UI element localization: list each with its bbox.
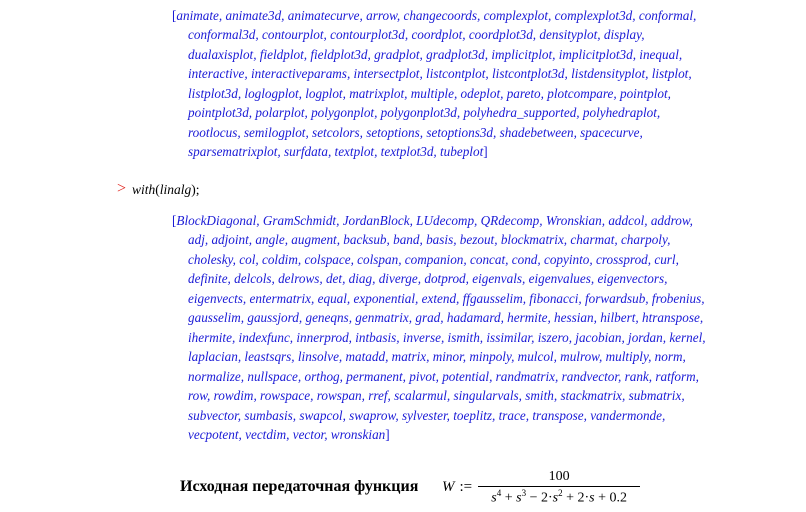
output-line xyxy=(172,386,732,405)
den-s3: s xyxy=(516,490,522,506)
numerator: 100 xyxy=(548,469,570,484)
den-s1: s xyxy=(589,490,595,506)
output-text: normalize, nullspace, orthog, permanent, pivot, potential, randmatrix, randvector, rank, ratform, xyxy=(188,368,699,384)
output-text: sparsematrixplot, surfdata, textplot, textplot3d, tubeplot xyxy=(188,144,484,160)
output-line xyxy=(172,142,732,161)
output-line xyxy=(172,230,732,249)
den-s4: s xyxy=(491,490,497,506)
output-text: interactive, interactiveparams, intersectplot, listcontplot, listcontplot3d, listdensityplot, listplot, xyxy=(188,66,692,82)
output-line xyxy=(172,211,732,230)
output-text: ihermite, indexfunc, innerprod, intbasis, inverse, ismith, issimilar, iszero, jacobian, jordan, kernel, xyxy=(188,329,706,345)
equation-assign: := xyxy=(459,479,473,496)
output-line xyxy=(172,25,732,44)
command-prompt[interactable]: > xyxy=(117,180,127,197)
open-bracket: [ xyxy=(172,213,177,228)
command-input[interactable] xyxy=(132,182,200,198)
output-line xyxy=(172,347,732,366)
den-e4: 4 xyxy=(496,488,502,498)
output-text: cholesky, col, coldim, colspace, colspan, companion, concat, cond, copyinto, crossprod, curl, xyxy=(188,251,679,267)
den-e2: 2 xyxy=(558,488,563,498)
linalg-output xyxy=(172,211,732,444)
output-text: listplot3d, loglogplot, logplot, matrixplot, multiple, odeplot, pareto, plotcompare, pointplot, xyxy=(188,85,671,101)
output-line xyxy=(172,367,732,386)
output-line xyxy=(172,250,732,269)
close-bracket: ] xyxy=(385,426,390,442)
command-func: with xyxy=(132,182,156,197)
transfer-function-label: Исходная передаточная функция xyxy=(180,478,419,495)
transfer-function-equation xyxy=(442,469,640,507)
command-close: ); xyxy=(191,182,200,197)
den-s2: s xyxy=(552,490,559,506)
output-line xyxy=(172,269,732,288)
output-line xyxy=(172,425,732,444)
command-arg: linalg xyxy=(159,182,192,197)
output-text: eigenvects, entermatrix, equal, exponential, extend, ffgausselim, fibonacci, forwardsub, frobenius, xyxy=(188,290,705,306)
denominator xyxy=(491,487,627,507)
output-text: rootlocus, semilogplot, setcolors, setoptions, setoptions3d, shadebetween, spacecurve, xyxy=(188,124,643,140)
den-plus3: + 0.2 xyxy=(594,490,628,506)
command-open-paren: ( xyxy=(155,182,160,197)
open-bracket: [ xyxy=(172,8,177,23)
output-line xyxy=(172,64,732,83)
output-line xyxy=(172,84,732,103)
output-line xyxy=(172,289,732,308)
output-text: vecpotent, vectdim, vector, wronskian xyxy=(188,426,386,442)
output-text: definite, delcols, delrows, det, diag, diverge, dotprod, eigenvals, eigenvalues, eigenvectors, xyxy=(188,271,668,287)
output-line xyxy=(172,6,732,25)
output-text: animate, animate3d, animatecurve, arrow, changecoords, complexplot, complexplot3d, conformal, xyxy=(176,8,697,23)
output-line xyxy=(172,328,732,347)
den-minus: − 2· xyxy=(526,490,553,506)
output-text: subvector, sumbasis, swapcol, swaprow, sylvester, toeplitz, trace, transpose, vandermonde, xyxy=(188,407,666,423)
output-text: dualaxisplot, fieldplot, fieldplot3d, gradplot, gradplot3d, implicitplot, implicitplot3d, inequal, xyxy=(188,46,683,62)
output-line xyxy=(172,123,732,142)
output-text: pointplot3d, polarplot, polygonplot, polygonplot3d, polyhedra_supported, polyhedraplot, xyxy=(188,105,661,121)
output-text: row, rowdim, rowspace, rowspan, rref, scalarmul, singularvals, smith, stackmatrix, submatrix, xyxy=(188,388,685,404)
output-line xyxy=(172,308,732,327)
plots-output xyxy=(172,6,732,162)
output-text: gausselim, gaussjord, geneqns, genmatrix, grad, hadamard, hermite, hessian, hilbert, htranspose, xyxy=(188,310,704,326)
output-text: laplacian, leastsqrs, linsolve, matadd, matrix, minor, minpoly, mulcol, mulrow, multiply, norm, xyxy=(188,349,686,365)
output-text: BlockDiagonal, GramSchmidt, JordanBlock, LUdecomp, QRdecomp, Wronskian, addcol, addrow, xyxy=(176,213,693,228)
fraction xyxy=(478,469,640,507)
output-text: conformal3d, contourplot, contourplot3d, coordplot, coordplot3d, densityplot, display, xyxy=(188,27,645,43)
den-plus2: + 2· xyxy=(562,490,590,506)
output-text: adj, adjoint, angle, augment, backsub, band, basis, bezout, blockmatrix, charmat, charpoly, xyxy=(188,232,671,248)
output-line xyxy=(172,45,732,64)
output-line xyxy=(172,103,732,122)
output-line xyxy=(172,406,732,425)
den-e3: 3 xyxy=(521,488,527,498)
den-plus1: + xyxy=(501,490,517,506)
close-bracket: ] xyxy=(483,144,488,160)
equation-lhs: W xyxy=(442,479,455,496)
